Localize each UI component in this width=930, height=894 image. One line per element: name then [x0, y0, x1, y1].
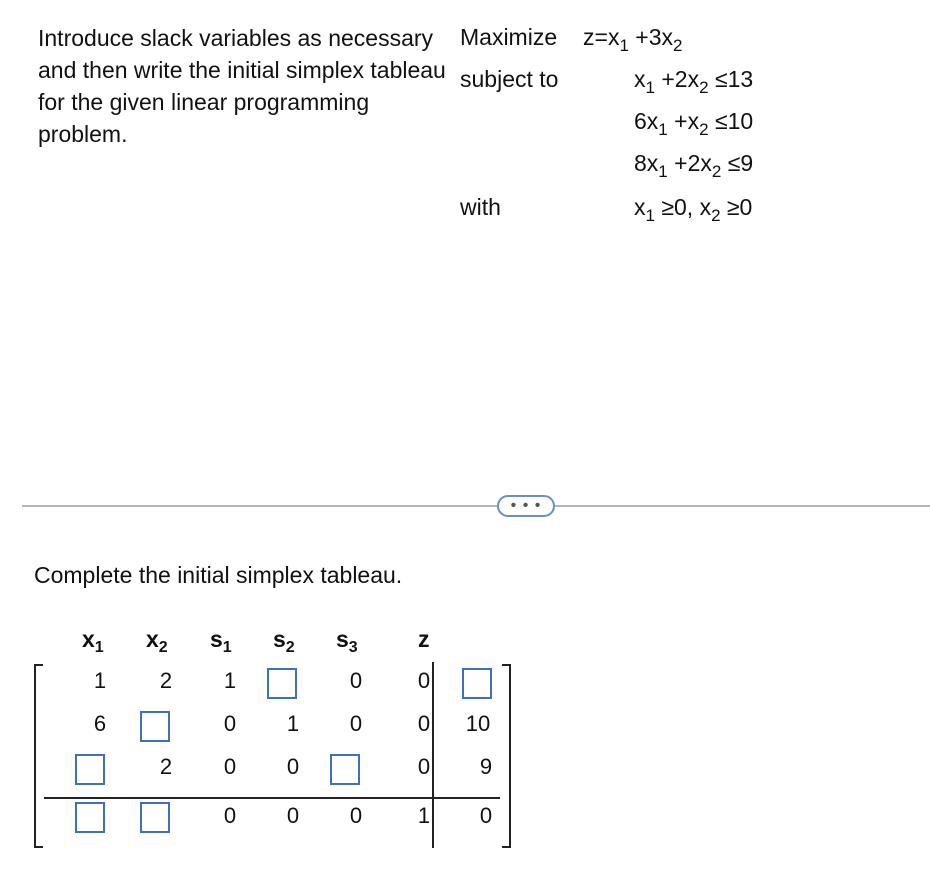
input-r2-x2[interactable] [140, 711, 170, 742]
tableau-prompt: Complete the initial simplex tableau. [34, 562, 403, 588]
input-r4-x2[interactable] [140, 802, 170, 833]
constraint-2: $6x_1 +x_2 \le 10$ [634, 108, 754, 139]
with-label: with [460, 194, 501, 220]
objective-function: $z=x_1 +3x_2$ [583, 24, 683, 55]
input-r1-rhs[interactable] [462, 668, 492, 699]
cell-r3-s1: 0 [223, 754, 237, 779]
header-s3: $s_3$ [336, 626, 358, 656]
cell-r2-rhs: 10 [465, 711, 491, 736]
maximize-label: Maximize [460, 24, 558, 50]
input-r3-s3[interactable] [330, 754, 360, 785]
constraint-1: $x_1 +2x_2 \le 13$ [634, 66, 754, 97]
cell-r3-rhs: 9 [479, 754, 493, 779]
expand-more-button[interactable]: • • • [497, 495, 555, 517]
cell-r4-s2: 0 [286, 803, 300, 828]
cell-r2-s3: 0 [349, 711, 363, 736]
cell-r1-x2: 2 [159, 668, 173, 693]
header-s2: $s_2$ [273, 626, 295, 656]
section-divider [22, 505, 930, 507]
cell-r4-s1: 0 [223, 803, 237, 828]
nonnegativity-constraints: $x_1 \ge 0$, $x_2 \ge 0$ [634, 194, 753, 225]
cell-r4-s3: 0 [349, 803, 363, 828]
cell-r2-s2: 1 [286, 711, 300, 736]
cell-r4-z: 1 [417, 803, 431, 828]
input-r3-x1[interactable] [75, 754, 105, 785]
cell-r3-s2: 0 [286, 754, 300, 779]
problem-instructions: Introduce slack variables as necessary and then write the initial simplex tableau for the given linear programming problem. [38, 25, 446, 147]
cell-r1-s1: 1 [223, 668, 237, 693]
header-z: z [418, 626, 430, 652]
cell-r2-z: 0 [417, 711, 431, 736]
input-r1-s2[interactable] [267, 668, 297, 699]
cell-r1-z: 0 [417, 668, 431, 693]
header-x1: $x_1$ [82, 626, 104, 656]
input-r4-x1[interactable] [75, 802, 105, 833]
cell-r1-s3: 0 [349, 668, 363, 693]
header-x2: $x_2$ [146, 626, 168, 656]
cell-r3-x2: 2 [159, 754, 173, 779]
cell-r2-s1: 0 [223, 711, 237, 736]
tableau-horizontal-rule [44, 797, 500, 799]
constraint-3: $8x_1 +2x_2 \le 9$ [634, 150, 754, 181]
cell-r3-z: 0 [417, 754, 431, 779]
cell-r1-x1: 1 [93, 668, 107, 693]
left-bracket [34, 664, 43, 848]
subject-to-label: subject to [460, 66, 559, 92]
header-s1: $s_1$ [210, 626, 232, 656]
cell-r4-rhs: 0 [479, 803, 493, 828]
cell-r2-x1: 6 [93, 711, 107, 736]
